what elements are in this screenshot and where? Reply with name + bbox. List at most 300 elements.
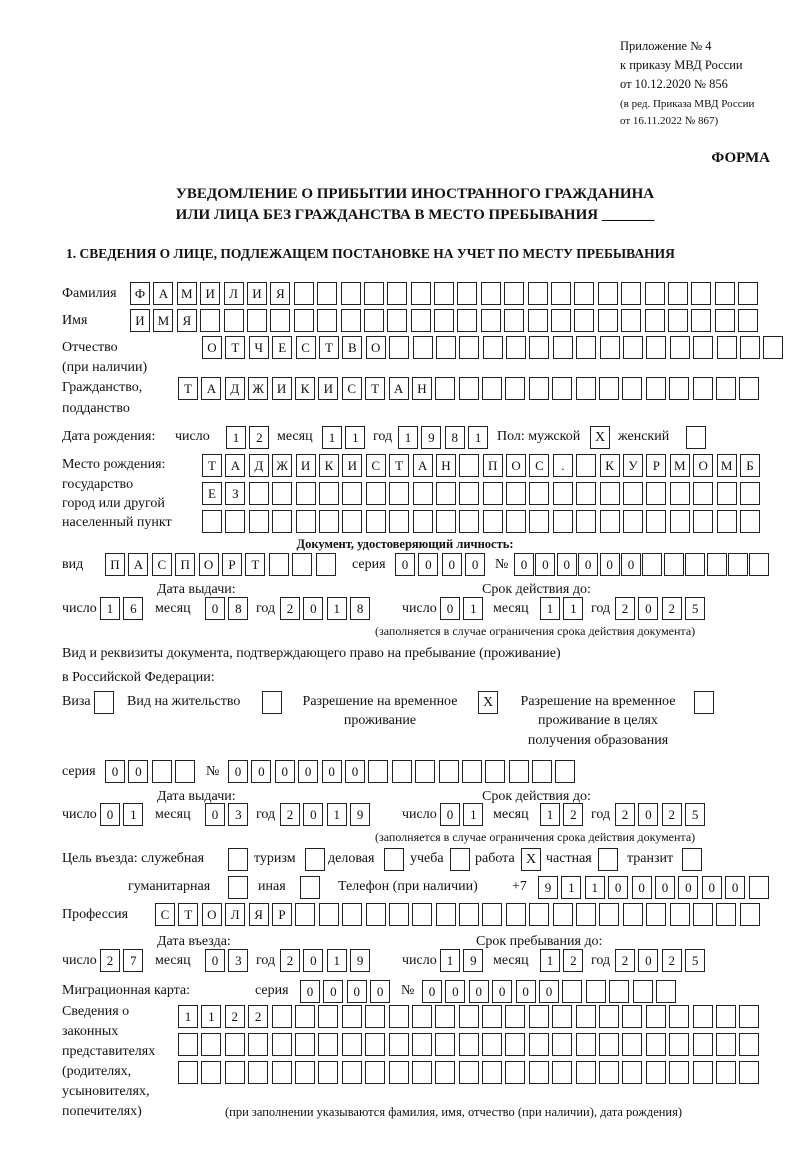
citizenship-field[interactable]	[178, 377, 763, 400]
char-box[interactable]	[434, 282, 454, 305]
right-number-field[interactable]	[228, 760, 579, 783]
char-box[interactable]	[387, 282, 407, 305]
char-box[interactable]: 1	[123, 803, 143, 826]
char-box[interactable]	[457, 309, 477, 332]
char-box[interactable]	[562, 980, 582, 1003]
char-box[interactable]	[529, 482, 549, 505]
char-box[interactable]	[435, 1061, 455, 1084]
char-box[interactable]: М	[153, 309, 173, 332]
char-box[interactable]	[728, 553, 748, 576]
char-box[interactable]	[482, 377, 502, 400]
char-box[interactable]	[392, 760, 412, 783]
char-box[interactable]	[459, 454, 479, 477]
char-box[interactable]: 0	[678, 876, 698, 899]
char-box[interactable]	[366, 482, 386, 505]
char-box[interactable]	[529, 1005, 549, 1028]
char-box[interactable]	[740, 336, 760, 359]
char-box[interactable]: 0	[516, 980, 536, 1003]
char-box[interactable]	[506, 510, 526, 533]
char-box[interactable]: 0	[655, 876, 675, 899]
char-box[interactable]	[249, 510, 269, 533]
char-box[interactable]: 2	[100, 949, 120, 972]
char-box[interactable]	[529, 1033, 549, 1056]
char-box[interactable]	[389, 510, 409, 533]
char-box[interactable]: 0	[300, 980, 320, 1003]
char-box[interactable]: 0	[347, 980, 367, 1003]
char-box[interactable]	[739, 1061, 759, 1084]
char-box[interactable]	[717, 336, 737, 359]
char-box[interactable]	[292, 553, 312, 576]
char-box[interactable]	[225, 1061, 245, 1084]
char-box[interactable]	[200, 309, 220, 332]
char-box[interactable]: 0	[557, 553, 577, 576]
char-box[interactable]: 5	[685, 597, 705, 620]
char-box[interactable]	[622, 1061, 642, 1084]
char-box[interactable]	[269, 553, 289, 576]
char-box[interactable]: 0	[539, 980, 559, 1003]
entry-year[interactable]	[280, 949, 374, 972]
char-box[interactable]	[586, 980, 606, 1003]
char-box[interactable]: 0	[228, 760, 248, 783]
char-box[interactable]	[598, 282, 618, 305]
char-box[interactable]	[645, 282, 665, 305]
char-box[interactable]	[152, 760, 172, 783]
char-box[interactable]: 0	[514, 553, 534, 576]
char-box[interactable]: К	[600, 454, 620, 477]
char-box[interactable]: О	[199, 553, 219, 576]
char-box[interactable]	[341, 309, 361, 332]
char-box[interactable]	[459, 336, 479, 359]
char-box[interactable]: 8	[350, 597, 370, 620]
char-box[interactable]: 7	[123, 949, 143, 972]
char-box[interactable]: С	[152, 553, 172, 576]
char-box[interactable]	[646, 903, 666, 926]
char-box[interactable]	[485, 760, 505, 783]
char-box[interactable]	[552, 377, 572, 400]
char-box[interactable]: 5	[685, 803, 705, 826]
char-box[interactable]: 0	[298, 760, 318, 783]
char-box[interactable]	[342, 510, 362, 533]
birth-month-field[interactable]	[322, 426, 369, 449]
char-box[interactable]	[506, 336, 526, 359]
birthplace-field-3[interactable]	[202, 510, 763, 533]
char-box[interactable]	[318, 1005, 338, 1028]
char-box[interactable]	[224, 309, 244, 332]
char-box[interactable]: 2	[662, 803, 682, 826]
char-box[interactable]: 1	[561, 876, 581, 899]
char-box[interactable]: 1	[463, 803, 483, 826]
char-box[interactable]: 0	[632, 876, 652, 899]
char-box[interactable]	[317, 282, 337, 305]
char-box[interactable]	[576, 1061, 596, 1084]
char-box[interactable]: 0	[395, 553, 415, 576]
char-box[interactable]	[598, 309, 618, 332]
phone-field[interactable]	[538, 876, 772, 899]
char-box[interactable]: 1	[226, 426, 246, 449]
char-box[interactable]	[294, 282, 314, 305]
char-box[interactable]: Т	[389, 454, 409, 477]
char-box[interactable]	[740, 510, 760, 533]
char-box[interactable]	[633, 980, 653, 1003]
doc-series-field[interactable]	[395, 553, 489, 576]
char-box[interactable]: Р	[222, 553, 242, 576]
char-box[interactable]: 0	[600, 553, 620, 576]
char-box[interactable]	[656, 980, 676, 1003]
char-box[interactable]: Т	[178, 377, 198, 400]
char-box[interactable]: И	[342, 454, 362, 477]
birth-year-field[interactable]	[398, 426, 492, 449]
char-box[interactable]: 0	[418, 553, 438, 576]
char-box[interactable]: О	[506, 454, 526, 477]
char-box[interactable]	[621, 309, 641, 332]
char-box[interactable]	[319, 482, 339, 505]
char-box[interactable]	[716, 1061, 736, 1084]
char-box[interactable]: Ч	[249, 336, 269, 359]
doc-valid-day[interactable]	[440, 597, 487, 620]
char-box[interactable]: В	[342, 336, 362, 359]
char-box[interactable]	[623, 482, 643, 505]
patronymic-field[interactable]	[202, 336, 787, 359]
char-box[interactable]: 0	[322, 760, 342, 783]
char-box[interactable]	[272, 1033, 292, 1056]
char-box[interactable]: Т	[365, 377, 385, 400]
char-box[interactable]	[389, 1061, 409, 1084]
char-box[interactable]	[599, 1061, 619, 1084]
entry-day[interactable]	[100, 949, 147, 972]
char-box[interactable]: 0	[578, 553, 598, 576]
char-box[interactable]	[738, 309, 758, 332]
char-box[interactable]	[435, 377, 455, 400]
char-box[interactable]: 1	[327, 803, 347, 826]
char-box[interactable]: 9	[350, 803, 370, 826]
char-box[interactable]: 0	[465, 553, 485, 576]
char-box[interactable]	[435, 1033, 455, 1056]
purpose-business-checkbox[interactable]	[384, 848, 404, 871]
char-box[interactable]: С	[529, 454, 549, 477]
name-field[interactable]	[130, 309, 762, 332]
char-box[interactable]	[576, 482, 596, 505]
char-box[interactable]: 0	[725, 876, 745, 899]
char-box[interactable]	[412, 1005, 432, 1028]
char-box[interactable]: О	[693, 454, 713, 477]
char-box[interactable]: И	[130, 309, 150, 332]
char-box[interactable]	[202, 510, 222, 533]
char-box[interactable]	[740, 903, 760, 926]
char-box[interactable]: 0	[370, 980, 390, 1003]
char-box[interactable]: С	[366, 454, 386, 477]
char-box[interactable]	[646, 1061, 666, 1084]
char-box[interactable]	[670, 336, 690, 359]
char-box[interactable]: 2	[280, 803, 300, 826]
char-box[interactable]	[555, 760, 575, 783]
char-box[interactable]	[553, 336, 573, 359]
char-box[interactable]	[599, 1005, 619, 1028]
char-box[interactable]	[295, 903, 315, 926]
char-box[interactable]	[600, 336, 620, 359]
char-box[interactable]: 2	[615, 597, 635, 620]
char-box[interactable]: Я	[270, 282, 290, 305]
char-box[interactable]	[435, 1005, 455, 1028]
char-box[interactable]	[599, 903, 619, 926]
doc-issue-year[interactable]	[280, 597, 374, 620]
char-box[interactable]	[248, 1033, 268, 1056]
char-box[interactable]	[201, 1061, 221, 1084]
char-box[interactable]	[504, 282, 524, 305]
char-box[interactable]	[621, 282, 641, 305]
char-box[interactable]	[415, 760, 435, 783]
char-box[interactable]: 2	[280, 949, 300, 972]
char-box[interactable]	[552, 1061, 572, 1084]
char-box[interactable]	[553, 903, 573, 926]
trp-education-checkbox[interactable]	[694, 691, 714, 714]
doc-kind-field[interactable]	[105, 553, 339, 576]
char-box[interactable]	[365, 1061, 385, 1084]
char-box[interactable]: 1	[563, 597, 583, 620]
char-box[interactable]: П	[175, 553, 195, 576]
char-box[interactable]: 3	[228, 949, 248, 972]
char-box[interactable]	[482, 903, 502, 926]
char-box[interactable]	[318, 1033, 338, 1056]
char-box[interactable]	[342, 482, 362, 505]
char-box[interactable]	[411, 282, 431, 305]
right-issue-year[interactable]	[280, 803, 374, 826]
char-box[interactable]	[576, 1033, 596, 1056]
char-box[interactable]	[483, 482, 503, 505]
char-box[interactable]	[505, 1005, 525, 1028]
char-box[interactable]	[436, 510, 456, 533]
char-box[interactable]: 0	[422, 980, 442, 1003]
char-box[interactable]	[717, 482, 737, 505]
char-box[interactable]	[439, 760, 459, 783]
char-box[interactable]	[270, 309, 290, 332]
char-box[interactable]	[529, 377, 549, 400]
char-box[interactable]	[716, 1005, 736, 1028]
stay-year[interactable]	[615, 949, 709, 972]
char-box[interactable]	[413, 510, 433, 533]
char-box[interactable]	[483, 336, 503, 359]
char-box[interactable]	[462, 760, 482, 783]
char-box[interactable]	[553, 510, 573, 533]
char-box[interactable]	[175, 760, 195, 783]
char-box[interactable]: М	[177, 282, 197, 305]
char-box[interactable]	[715, 282, 735, 305]
char-box[interactable]	[412, 1033, 432, 1056]
char-box[interactable]	[669, 1061, 689, 1084]
char-box[interactable]	[749, 553, 769, 576]
char-box[interactable]	[505, 377, 525, 400]
char-box[interactable]: 0	[469, 980, 489, 1003]
char-box[interactable]: 2	[563, 949, 583, 972]
char-box[interactable]	[532, 760, 552, 783]
char-box[interactable]	[436, 482, 456, 505]
char-box[interactable]: 0	[105, 760, 125, 783]
char-box[interactable]	[574, 309, 594, 332]
char-box[interactable]: 0	[535, 553, 555, 576]
char-box[interactable]	[364, 309, 384, 332]
char-box[interactable]: 0	[442, 553, 462, 576]
char-box[interactable]: Е	[202, 482, 222, 505]
char-box[interactable]: 2	[662, 949, 682, 972]
char-box[interactable]: 0	[638, 803, 658, 826]
char-box[interactable]	[317, 309, 337, 332]
right-valid-day[interactable]	[440, 803, 487, 826]
mc-number-field[interactable]	[422, 980, 679, 1003]
char-box[interactable]	[342, 1061, 362, 1084]
doc-valid-month[interactable]	[540, 597, 587, 620]
char-box[interactable]: К	[319, 454, 339, 477]
char-box[interactable]	[691, 282, 711, 305]
purpose-tourism-checkbox[interactable]	[305, 848, 325, 871]
doc-valid-year[interactable]	[615, 597, 709, 620]
char-box[interactable]: 0	[205, 949, 225, 972]
char-box[interactable]	[436, 903, 456, 926]
char-box[interactable]	[646, 510, 666, 533]
char-box[interactable]: Р	[646, 454, 666, 477]
char-box[interactable]	[249, 482, 269, 505]
char-box[interactable]: О	[202, 336, 222, 359]
char-box[interactable]	[574, 282, 594, 305]
profession-field[interactable]	[155, 903, 763, 926]
char-box[interactable]: .	[553, 454, 573, 477]
char-box[interactable]	[481, 309, 501, 332]
char-box[interactable]: Ж	[272, 454, 292, 477]
birthplace-field-1[interactable]	[202, 454, 763, 477]
char-box[interactable]	[668, 282, 688, 305]
char-box[interactable]: И	[272, 377, 292, 400]
char-box[interactable]: 0	[205, 803, 225, 826]
char-box[interactable]: 0	[621, 553, 641, 576]
char-box[interactable]	[365, 1033, 385, 1056]
char-box[interactable]: 0	[275, 760, 295, 783]
char-box[interactable]	[670, 903, 690, 926]
char-box[interactable]: 2	[563, 803, 583, 826]
char-box[interactable]	[669, 1033, 689, 1056]
char-box[interactable]	[412, 1061, 432, 1084]
char-box[interactable]	[272, 482, 292, 505]
char-box[interactable]	[366, 903, 386, 926]
char-box[interactable]	[459, 377, 479, 400]
female-checkbox[interactable]	[686, 426, 706, 449]
char-box[interactable]	[642, 553, 662, 576]
char-box[interactable]	[272, 510, 292, 533]
char-box[interactable]: А	[153, 282, 173, 305]
char-box[interactable]	[296, 510, 316, 533]
char-box[interactable]	[693, 1005, 713, 1028]
char-box[interactable]	[178, 1061, 198, 1084]
right-series-field[interactable]	[105, 760, 199, 783]
char-box[interactable]	[600, 482, 620, 505]
char-box[interactable]: Т	[178, 903, 198, 926]
purpose-transit-checkbox[interactable]	[682, 848, 702, 871]
char-box[interactable]	[739, 1005, 759, 1028]
char-box[interactable]: Н	[436, 454, 456, 477]
char-box[interactable]: А	[413, 454, 433, 477]
char-box[interactable]: 1	[440, 949, 460, 972]
char-box[interactable]: 1	[540, 803, 560, 826]
char-box[interactable]: А	[128, 553, 148, 576]
char-box[interactable]: Н	[412, 377, 432, 400]
char-box[interactable]: Д	[225, 377, 245, 400]
char-box[interactable]: 1	[327, 597, 347, 620]
char-box[interactable]	[368, 760, 388, 783]
char-box[interactable]	[599, 1033, 619, 1056]
char-box[interactable]	[551, 309, 571, 332]
char-box[interactable]	[389, 1005, 409, 1028]
char-box[interactable]	[623, 510, 643, 533]
char-box[interactable]: 1	[100, 597, 120, 620]
char-box[interactable]	[459, 1061, 479, 1084]
char-box[interactable]	[693, 510, 713, 533]
char-box[interactable]	[622, 1005, 642, 1028]
entry-month[interactable]	[205, 949, 252, 972]
residence-checkbox[interactable]	[262, 691, 282, 714]
char-box[interactable]	[529, 336, 549, 359]
char-box[interactable]	[646, 336, 666, 359]
char-box[interactable]	[389, 482, 409, 505]
char-box[interactable]: С	[296, 336, 316, 359]
char-box[interactable]: Ф	[130, 282, 150, 305]
char-box[interactable]	[717, 510, 737, 533]
char-box[interactable]	[738, 282, 758, 305]
char-box[interactable]: 1	[345, 426, 365, 449]
char-box[interactable]	[739, 1033, 759, 1056]
char-box[interactable]	[319, 903, 339, 926]
char-box[interactable]: О	[366, 336, 386, 359]
char-box[interactable]	[646, 1005, 666, 1028]
char-box[interactable]	[693, 336, 713, 359]
char-box[interactable]: Я	[249, 903, 269, 926]
char-box[interactable]: 1	[327, 949, 347, 972]
char-box[interactable]	[505, 1061, 525, 1084]
char-box[interactable]	[272, 1005, 292, 1028]
char-box[interactable]	[434, 309, 454, 332]
char-box[interactable]	[482, 1005, 502, 1028]
char-box[interactable]: С	[342, 377, 362, 400]
char-box[interactable]	[459, 482, 479, 505]
doc-issue-day[interactable]	[100, 597, 147, 620]
char-box[interactable]	[459, 903, 479, 926]
char-box[interactable]: 1	[540, 597, 560, 620]
char-box[interactable]	[740, 482, 760, 505]
char-box[interactable]	[670, 482, 690, 505]
char-box[interactable]: 2	[248, 1005, 268, 1028]
char-box[interactable]: 0	[303, 597, 323, 620]
char-box[interactable]	[482, 1033, 502, 1056]
char-box[interactable]: 0	[345, 760, 365, 783]
char-box[interactable]: 1	[540, 949, 560, 972]
char-box[interactable]: 9	[538, 876, 558, 899]
char-box[interactable]: Р	[272, 903, 292, 926]
char-box[interactable]	[342, 1005, 362, 1028]
char-box[interactable]	[749, 876, 769, 899]
char-box[interactable]: 1	[585, 876, 605, 899]
purpose-official-checkbox[interactable]	[228, 848, 248, 871]
trp-checkbox[interactable]: X	[478, 691, 498, 714]
char-box[interactable]	[716, 903, 736, 926]
char-box[interactable]	[691, 309, 711, 332]
char-box[interactable]	[528, 309, 548, 332]
char-box[interactable]	[506, 482, 526, 505]
char-box[interactable]	[716, 1033, 736, 1056]
char-box[interactable]: 0	[323, 980, 343, 1003]
char-box[interactable]	[225, 510, 245, 533]
char-box[interactable]	[529, 510, 549, 533]
char-box[interactable]	[341, 282, 361, 305]
char-box[interactable]	[411, 309, 431, 332]
char-box[interactable]	[576, 1005, 596, 1028]
doc-number-field[interactable]	[514, 553, 771, 576]
char-box[interactable]: 2	[249, 426, 269, 449]
